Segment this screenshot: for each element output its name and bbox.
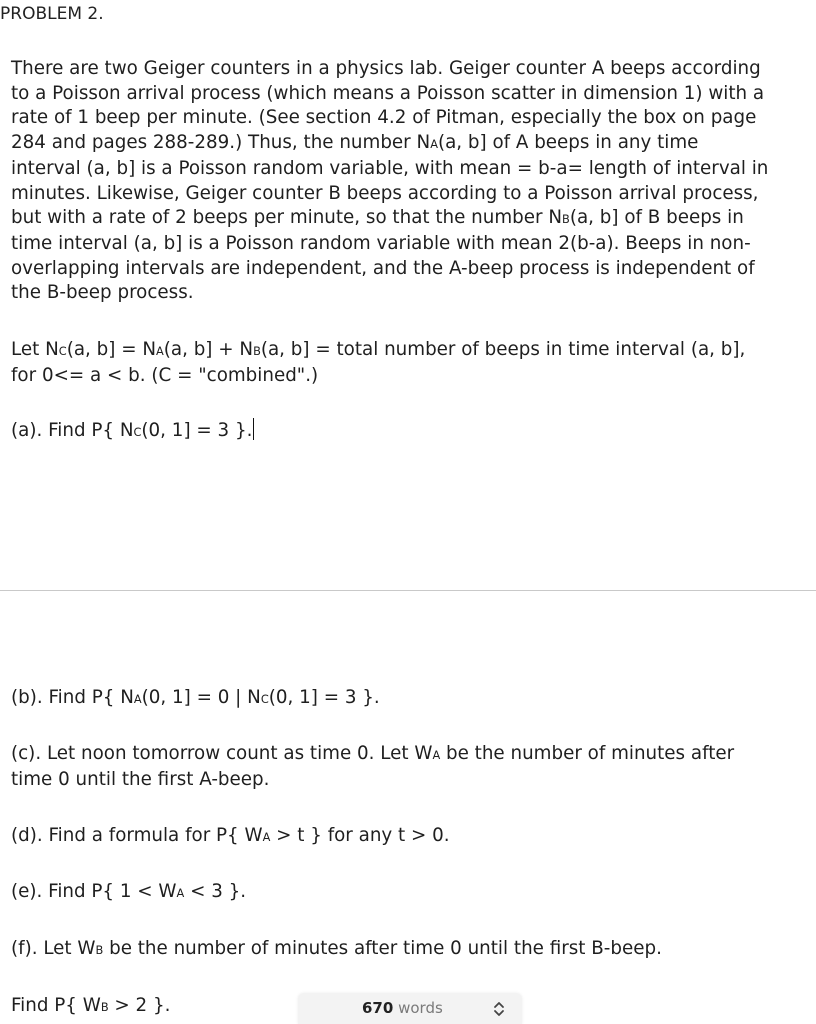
subscript: A <box>432 748 441 762</box>
subscript: A <box>156 344 164 358</box>
part-b-question: (b). Find P{ NA(0, 1] = 0 | NC(0, 1] = 3 }. <box>11 687 380 708</box>
part-c-question: (c). Let noon tomorrow count as time 0. Let WA be the number of minutes after time 0 until the first A-beep. <box>11 743 735 790</box>
problem-heading: PROBLEM 2. <box>0 4 104 24</box>
subscript: A <box>176 886 185 900</box>
subscript: B <box>253 344 261 358</box>
intro-line: interval (a, b] is a Poisson random variable, with mean = b-a= length of interval in <box>11 157 769 179</box>
subscript: B <box>562 212 570 227</box>
word-count-bar[interactable] <box>298 993 522 1024</box>
subscript: B <box>100 1000 109 1014</box>
intro-line: There are two Geiger counters in a physics lab. Geiger counter A beeps according <box>11 58 761 79</box>
intro-paragraph <box>11 57 811 306</box>
word-count: 670 words <box>362 999 443 1017</box>
definition-paragraph <box>11 338 811 388</box>
intro-line: but with a rate of 2 beeps per minute, so that the number NB(a, b] of B beeps in <box>11 207 744 229</box>
subscript: C <box>58 344 67 358</box>
intro-line: minutes. Likewise, Geiger counter B beeps according to a Poisson arrival process, <box>11 182 759 204</box>
intro-line: the B-beep process. <box>11 282 194 304</box>
divider <box>0 590 816 591</box>
definition-line: for 0<= a < b. (C = "combined".) <box>11 364 319 386</box>
stepper-icon[interactable] <box>490 999 508 1019</box>
subscript: C <box>260 692 269 706</box>
intro-line: to a Poisson arrival process (which means a Poisson scatter in dimension 1) with a <box>11 82 765 104</box>
part-a-question[interactable]: (a). Find P{ NC(0, 1] = 3 }. <box>11 420 253 441</box>
intro-line: rate of 1 beep per minute. (See section 4.2 of Pitman, especially the box on page <box>11 107 757 129</box>
part-f-question: (f). Let WB be the number of minutes after time 0 until the first B-beep. <box>11 938 662 959</box>
intro-line: time interval (a, b] is a Poisson random variable with mean 2(b-a). Beeps in non- <box>11 232 751 254</box>
subscript: A <box>133 692 142 706</box>
subscript: A <box>262 830 271 844</box>
subscript: A <box>430 137 438 152</box>
intro-line: 284 and pages 288-289.) Thus, the number NA(a, b] of A beeps in any time <box>11 132 699 154</box>
intro-line: overlapping intervals are independent, and the A-beep process is independent of <box>11 257 755 279</box>
part-d-question: (d). Find a formula for P{ WA > t } for any t > 0. <box>11 825 450 846</box>
subscript: C <box>133 425 142 439</box>
definition-line: Let NC(a, b] = NA(a, b] + NB(a, b] = total number of beeps in time interval (a, b], <box>11 339 746 360</box>
subscript: B <box>95 943 104 957</box>
part-f-find: Find P{ WB > 2 }. <box>11 995 171 1016</box>
part-e-question: (e). Find P{ 1 < WA < 3 }. <box>11 881 247 902</box>
text-cursor <box>253 418 254 440</box>
